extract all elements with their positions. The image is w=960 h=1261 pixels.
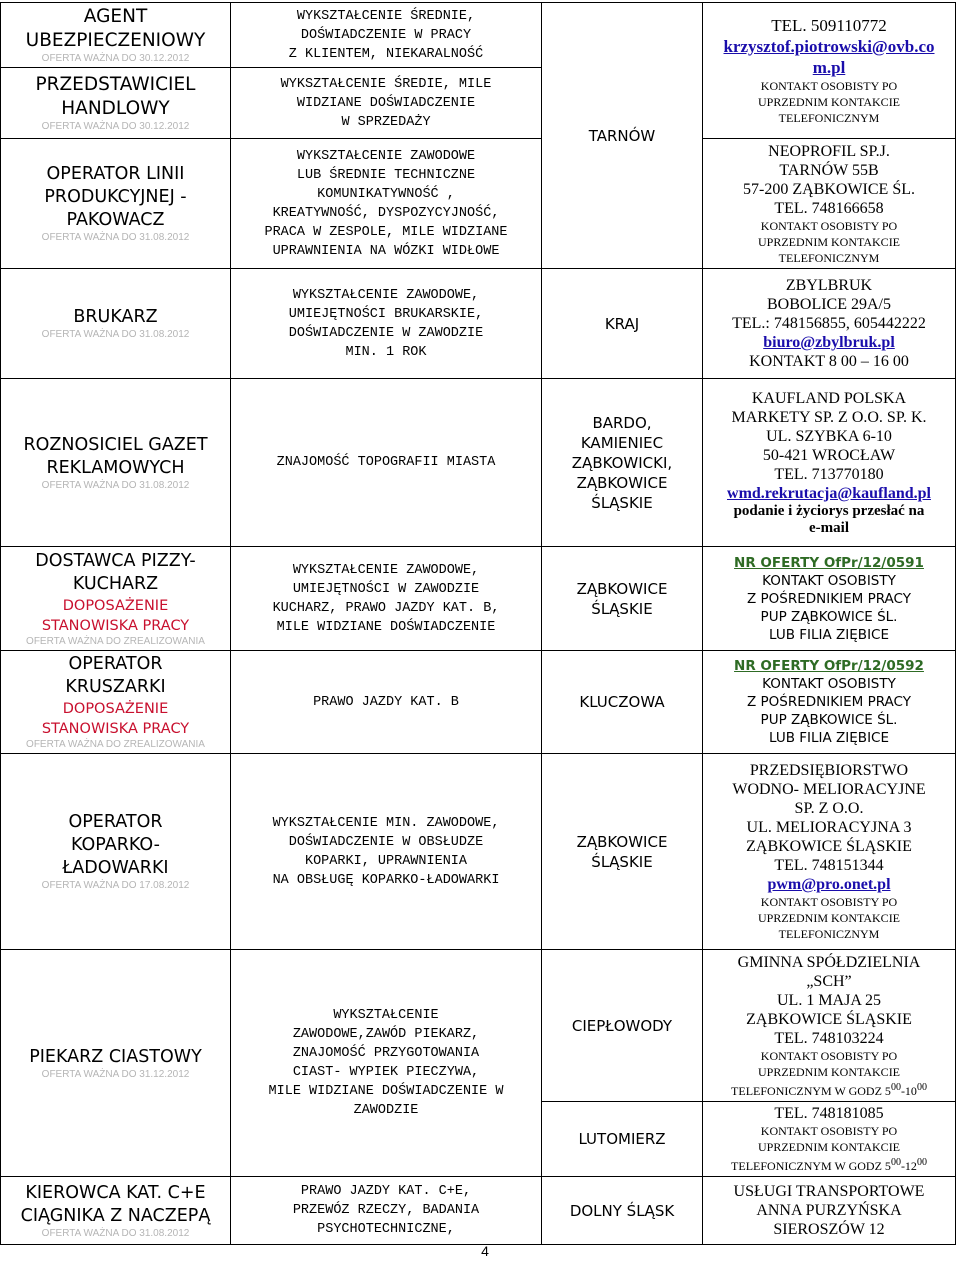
requirement-line: MIN. 1 ROK <box>345 344 427 360</box>
contact-note: Z POŚREDNIKIEM PRACY <box>747 694 911 710</box>
job-title: BRUKARZ <box>73 307 158 327</box>
offer-row <box>1 547 956 651</box>
offer-row <box>1 139 956 269</box>
requirement-line: W SPRZEDAŻY <box>341 114 431 130</box>
contact-note: podanie i życiorys przesłać na <box>733 502 925 519</box>
offer-validity: OFERTA WAŻNA DO ZREALIZOWANIA <box>26 739 205 750</box>
job-title-cell <box>1 651 231 754</box>
contact-note: UPRZEDNIM KONTAKCIE <box>757 95 901 109</box>
location-cell <box>542 651 703 754</box>
offer-row <box>1 269 956 379</box>
requirement-line: PRZEWÓZ RZECZY, BADANIA <box>292 1203 480 1218</box>
contact-note: PUP ZĄBKOWICE ŚL. <box>760 712 898 728</box>
contact-cell <box>703 651 956 754</box>
page-number: 4 <box>481 1243 489 1259</box>
contact-hours: KONTAKT 8 00 – 16 00 <box>749 353 909 370</box>
contact-address: UL. MELIORACYJNA 3 <box>746 819 912 836</box>
offer-validity: OFERTA WAŻNA DO 31.08.2012 <box>41 232 190 243</box>
offer-row <box>1 3 956 68</box>
contact-hours-sup: 00 <box>916 1157 927 1168</box>
requirement-line: MILE WIDZIANE DOŚWIADCZENIE <box>276 619 496 635</box>
requirement-line: ZAWODZIE <box>353 1103 419 1118</box>
offer-note: STANOWISKA PRACY <box>41 721 190 737</box>
job-title-cell <box>1 379 231 547</box>
contact-address: UL. 1 MAJA 25 <box>776 991 881 1009</box>
requirement-line: ZAWODOWE,ZAWÓD PIEKARZ, <box>292 1027 480 1042</box>
job-title: PAKOWACZ <box>66 210 165 230</box>
requirement-line: MILE WIDZIANE DOŚWIADCZENIE W <box>268 1084 504 1099</box>
requirement-line: UMIEJĘTNOŚCI BRUKARSKIE, <box>288 306 484 322</box>
requirements-cell <box>231 3 542 68</box>
offer-note: DOPOSAŻENIE <box>62 701 169 717</box>
contact-cell <box>703 139 956 269</box>
job-title: ROZNOSICIEL GAZET <box>23 434 208 455</box>
contact-company: MARKETY SP. Z O.O. SP. K. <box>731 408 927 426</box>
contact-note: UPRZEDNIM KONTAKCIE <box>757 911 901 925</box>
contact-cell <box>703 269 956 379</box>
requirement-line: PRAWO JAZDY KAT. C+E, <box>300 1184 472 1199</box>
job-title-cell <box>1 139 231 269</box>
contact-note: UPRZEDNIM KONTAKCIE <box>757 1140 901 1154</box>
requirements-cell <box>231 379 542 547</box>
contact-email-link[interactable]: pwm@pro.onet.pl <box>767 876 891 893</box>
contact-hours-text: -10 <box>900 1083 917 1098</box>
requirement-line: KUCHARZ, PRAWO JAZDY KAT. B, <box>272 600 500 616</box>
contact-company: USŁUGI TRANSPORTOWE <box>733 1183 925 1200</box>
contact-email-link[interactable]: wmd.rekrutacja@kaufland.pl <box>727 484 931 502</box>
contact-phone: TEL. 748166658 <box>774 199 884 217</box>
requirement-line: KOPARKI, UPRAWNIENIA <box>304 853 468 869</box>
requirement-line: Z KLIENTEM, NIEKARALNOŚĆ <box>288 46 484 62</box>
contact-email-link[interactable]: m.pl <box>812 58 846 77</box>
contact-address: ZĄBKOWICE ŚLĄSKIE <box>746 1010 912 1028</box>
job-title-cell <box>1 950 231 1177</box>
contact-note: KONTAKT OSOBISTY <box>762 572 896 589</box>
contact-note: TELEFONICZNYM <box>778 111 880 125</box>
requirement-line: WYKSZTAŁCENIE <box>333 1008 439 1023</box>
contact-email-link[interactable]: biuro@zbylbruk.pl <box>763 334 895 351</box>
contact-company: ZBYLBRUK <box>785 277 873 294</box>
contact-note: LUB FILIA ZIĘBICE <box>768 626 890 643</box>
contact-note: TELEFONICZNYM <box>778 250 880 265</box>
contact-cell <box>703 1177 956 1245</box>
offer-row <box>1 1177 956 1245</box>
contact-note: KONTAKT OSOBISTY PO <box>760 895 898 909</box>
contact-cell <box>703 950 956 1102</box>
requirement-line: WYKSZTAŁCENIE ZAWODOWE, <box>292 562 480 578</box>
contact-phone: TEL. 748181085 <box>774 1105 884 1122</box>
job-title-cell <box>1 547 231 651</box>
requirement-line: ZNAJOMOŚĆ TOPOGRAFII MIASTA <box>276 455 496 470</box>
contact-cell <box>703 547 956 651</box>
contact-note: KONTAKT OSOBISTY PO <box>760 218 898 233</box>
offer-row <box>1 754 956 950</box>
location-line: ŚLĄSKIE <box>591 493 653 512</box>
requirements-cell <box>231 547 542 651</box>
requirements-cell <box>231 651 542 754</box>
location-line: BARDO, <box>592 413 652 432</box>
contact-address: BOBOLICE 29A/5 <box>767 296 891 313</box>
job-title-cell <box>1 3 231 68</box>
contact-address: TARNÓW 55B <box>779 161 879 179</box>
contact-company: „SCH” <box>806 972 852 990</box>
job-offers-table <box>0 2 956 1245</box>
contact-cell <box>703 1102 956 1177</box>
contact-company: SP. Z O.O. <box>794 800 864 817</box>
location-line: KRAJ <box>604 314 640 333</box>
job-title: REKLAMOWYCH <box>46 457 185 478</box>
requirement-line: WYKSZTAŁCENIE ZAWODOWE <box>296 148 476 164</box>
job-title: KOPARKO- <box>71 835 160 855</box>
job-title: AGENT <box>83 6 148 27</box>
contact-address: SIEROSZÓW 12 <box>773 1221 885 1238</box>
contact-phone: TEL. 748103224 <box>774 1029 884 1047</box>
contact-hours-text: -12 <box>900 1159 917 1173</box>
contact-note: Z POŚREDNIKIEM PRACY <box>747 590 911 607</box>
contact-note: UPRZEDNIM KONTAKCIE <box>757 234 901 249</box>
contact-note: TELEFONICZNYM <box>778 927 880 941</box>
job-title: UBEZPIECZENIOWY <box>25 30 206 51</box>
contact-company: GMINNA SPÓŁDZIELNIA <box>737 953 921 971</box>
contact-cell <box>703 3 956 139</box>
contact-phone: TEL. 509110772 <box>771 16 887 35</box>
contact-company: WODNO- MELIORACYJNE <box>732 781 926 798</box>
requirement-line: PSYCHOTECHNICZNE, <box>317 1222 455 1237</box>
contact-note: KONTAKT OSOBISTY PO <box>760 79 898 93</box>
offer-validity: OFERTA WAŻNA DO 31.08.2012 <box>41 1227 190 1239</box>
contact-address: 50-421 WROCŁAW <box>762 446 896 464</box>
offer-validity: OFERTA WAŻNA DO 30.12.2012 <box>41 121 190 132</box>
contact-hours-sup: 00 <box>890 1081 901 1093</box>
offer-row <box>1 651 956 754</box>
location-cell <box>542 950 703 1102</box>
offer-number: NR OFERTY OfPr/12/0591 <box>734 554 924 571</box>
offer-validity: OFERTA WAŻNA DO 31.08.2012 <box>41 479 190 491</box>
offer-validity: OFERTA WAŻNA DO 31.08.2012 <box>41 329 190 340</box>
contact-hours <box>707 1155 951 1174</box>
requirement-line: LUB ŚREDNIE TECHNICZNE <box>296 167 476 183</box>
offer-row <box>1 950 956 1102</box>
offer-validity: OFERTA WAŻNA DO 30.12.2012 <box>41 53 190 64</box>
offer-validity: OFERTA WAŻNA DO 17.08.2012 <box>41 880 190 891</box>
location-line: DOLNY ŚLĄSK <box>569 1201 675 1220</box>
job-title: KUCHARZ <box>72 573 159 594</box>
contact-note: e-mail <box>809 519 849 536</box>
requirement-line: DOŚWIADCZENIE W ZAWODZIE <box>288 325 484 341</box>
requirement-line: PRAWO JAZDY KAT. B <box>313 694 459 710</box>
location-line: ŚLĄSKIE <box>591 852 653 871</box>
contact-cell <box>703 379 956 547</box>
contact-hours-text: TELEFONICZNYM W GODZ 5 <box>731 1083 891 1098</box>
requirements-cell <box>231 754 542 950</box>
job-title: CIĄGNIKA Z NACZEPĄ <box>20 1205 211 1226</box>
job-title-cell <box>1 754 231 950</box>
job-title-cell <box>1 269 231 379</box>
contact-company: ANNA PURZYŃSKA <box>756 1202 902 1219</box>
location-line: KAMIENIEC <box>580 433 664 452</box>
requirements-cell <box>231 950 542 1177</box>
contact-phone: TEL.: 748156855, 605442222 <box>732 315 926 332</box>
contact-hours-sup: 00 <box>916 1081 927 1093</box>
requirement-line: WYKSZTAŁCENIE ŚREDNIE, <box>296 8 476 24</box>
location-cell <box>542 1177 703 1245</box>
requirement-line: KOMUNIKATYWNOŚĆ , <box>317 186 455 202</box>
offer-validity: OFERTA WAŻNA DO ZREALIZOWANIA <box>26 635 205 647</box>
requirements-cell <box>231 139 542 269</box>
location-line: CIEPŁOWODY <box>571 1016 673 1035</box>
requirement-line: KREATYWNOŚĆ, DYSPOZYCYJNOŚĆ, <box>272 205 500 221</box>
requirements-cell <box>231 269 542 379</box>
location-line: LUTOMIERZ <box>578 1130 666 1148</box>
requirement-line: WYKSZTAŁCENIE ŚREDIE, MILE <box>280 76 492 92</box>
contact-email-link[interactable]: krzysztof.piotrowski@ovb.co <box>723 37 935 56</box>
contact-company: KAUFLAND POLSKA <box>751 389 907 407</box>
contact-note: PUP ZĄBKOWICE ŚL. <box>760 608 898 625</box>
location-line: TARNÓW <box>588 126 656 145</box>
location-cell <box>542 547 703 651</box>
location-cell <box>542 3 703 269</box>
job-title: PRZEDSTAWICIEL <box>35 74 196 95</box>
contact-phone: TEL. 748151344 <box>774 857 884 874</box>
location-line: ŚLĄSKIE <box>591 599 653 618</box>
contact-company: NEOPROFIL SP.J. <box>768 142 890 160</box>
contact-address: ZĄBKOWICE ŚLĄSKIE <box>746 838 912 855</box>
requirement-line: NA OBSŁUGĘ KOPARKO-ŁADOWARKI <box>272 872 500 888</box>
contact-phone: TEL. 713770180 <box>774 465 884 483</box>
location-cell <box>542 269 703 379</box>
requirement-line: DOŚWIADCZENIE W OBSŁUDZE <box>288 834 484 850</box>
offer-note: STANOWISKA PRACY <box>41 617 190 634</box>
job-title-cell <box>1 1177 231 1245</box>
requirements-cell <box>231 1177 542 1245</box>
location-line: ZĄBKOWICE <box>576 473 668 492</box>
job-title: OPERATOR <box>68 812 163 832</box>
location-line: ZĄBKOWICKI, <box>571 453 673 472</box>
contact-company: PRZEDSIĘBIORSTWO <box>749 762 909 779</box>
requirement-line: DOŚWIADCZENIE W PRACY <box>300 27 472 43</box>
requirement-line: ZNAJOMOŚĆ PRZYGOTOWANIA <box>292 1046 480 1061</box>
contact-address: 57-200 ZĄBKOWICE ŚL. <box>743 180 915 198</box>
location-cell <box>542 1102 703 1177</box>
location-line: ZĄBKOWICE <box>576 832 668 851</box>
job-title: OPERATOR <box>68 654 163 674</box>
requirements-cell <box>231 68 542 139</box>
contact-note: UPRZEDNIM KONTAKCIE <box>757 1064 901 1079</box>
contact-note: KONTAKT OSOBISTY PO <box>760 1048 898 1063</box>
offer-row <box>1 379 956 547</box>
requirement-line: WYKSZTAŁCENIE MIN. ZAWODOWE, <box>272 815 500 831</box>
contact-hours-sup: 00 <box>890 1157 901 1168</box>
contact-note: KONTAKT OSOBISTY <box>762 676 896 692</box>
contact-hours <box>707 1080 951 1099</box>
location-line: ZĄBKOWICE <box>576 579 668 598</box>
requirement-line: PRACA W ZESPOLE, MILE WIDZIANE <box>264 224 508 240</box>
contact-cell <box>703 754 956 950</box>
location-cell <box>542 379 703 547</box>
contact-address: UL. SZYBKA 6-10 <box>766 427 892 445</box>
requirement-line: WIDZIANE DOŚWIADCZENIE <box>296 95 476 111</box>
contact-hours-text: TELEFONICZNYM W GODZ 5 <box>731 1159 891 1173</box>
job-title: HANDLOWY <box>61 98 170 119</box>
offer-note: DOPOSAŻENIE <box>62 597 169 614</box>
location-line: KLUCZOWA <box>579 693 665 711</box>
job-title: OPERATOR LINII <box>46 164 185 184</box>
job-title: PRODUKCYJNEJ - <box>44 187 187 207</box>
contact-note: LUB FILIA ZIĘBICE <box>768 730 890 746</box>
job-title: ŁADOWARKI <box>62 858 169 878</box>
offer-validity: OFERTA WAŻNA DO 31.12.2012 <box>41 1068 190 1080</box>
requirement-line: CIAST- WYPIEK PIECZYWA, <box>292 1065 480 1080</box>
offer-number: NR OFERTY OfPr/12/0592 <box>734 658 924 674</box>
job-title: KIEROWCA KAT. C+E <box>25 1182 206 1203</box>
requirement-line: UPRAWNIENIA NA WÓZKI WIDŁOWE <box>272 243 500 259</box>
location-cell <box>542 754 703 950</box>
job-title: KRUSZARKI <box>65 677 166 697</box>
contact-note: KONTAKT OSOBISTY PO <box>760 1124 898 1138</box>
requirement-line: WYKSZTAŁCENIE ZAWODOWE, <box>292 287 480 303</box>
job-title: PIEKARZ CIASTOWY <box>29 1046 202 1067</box>
requirement-line: UMIEJĘTNOŚCI W ZAWODZIE <box>292 581 480 597</box>
job-title: DOSTAWCA PIZZY- <box>35 550 196 571</box>
job-title-cell <box>1 68 231 139</box>
